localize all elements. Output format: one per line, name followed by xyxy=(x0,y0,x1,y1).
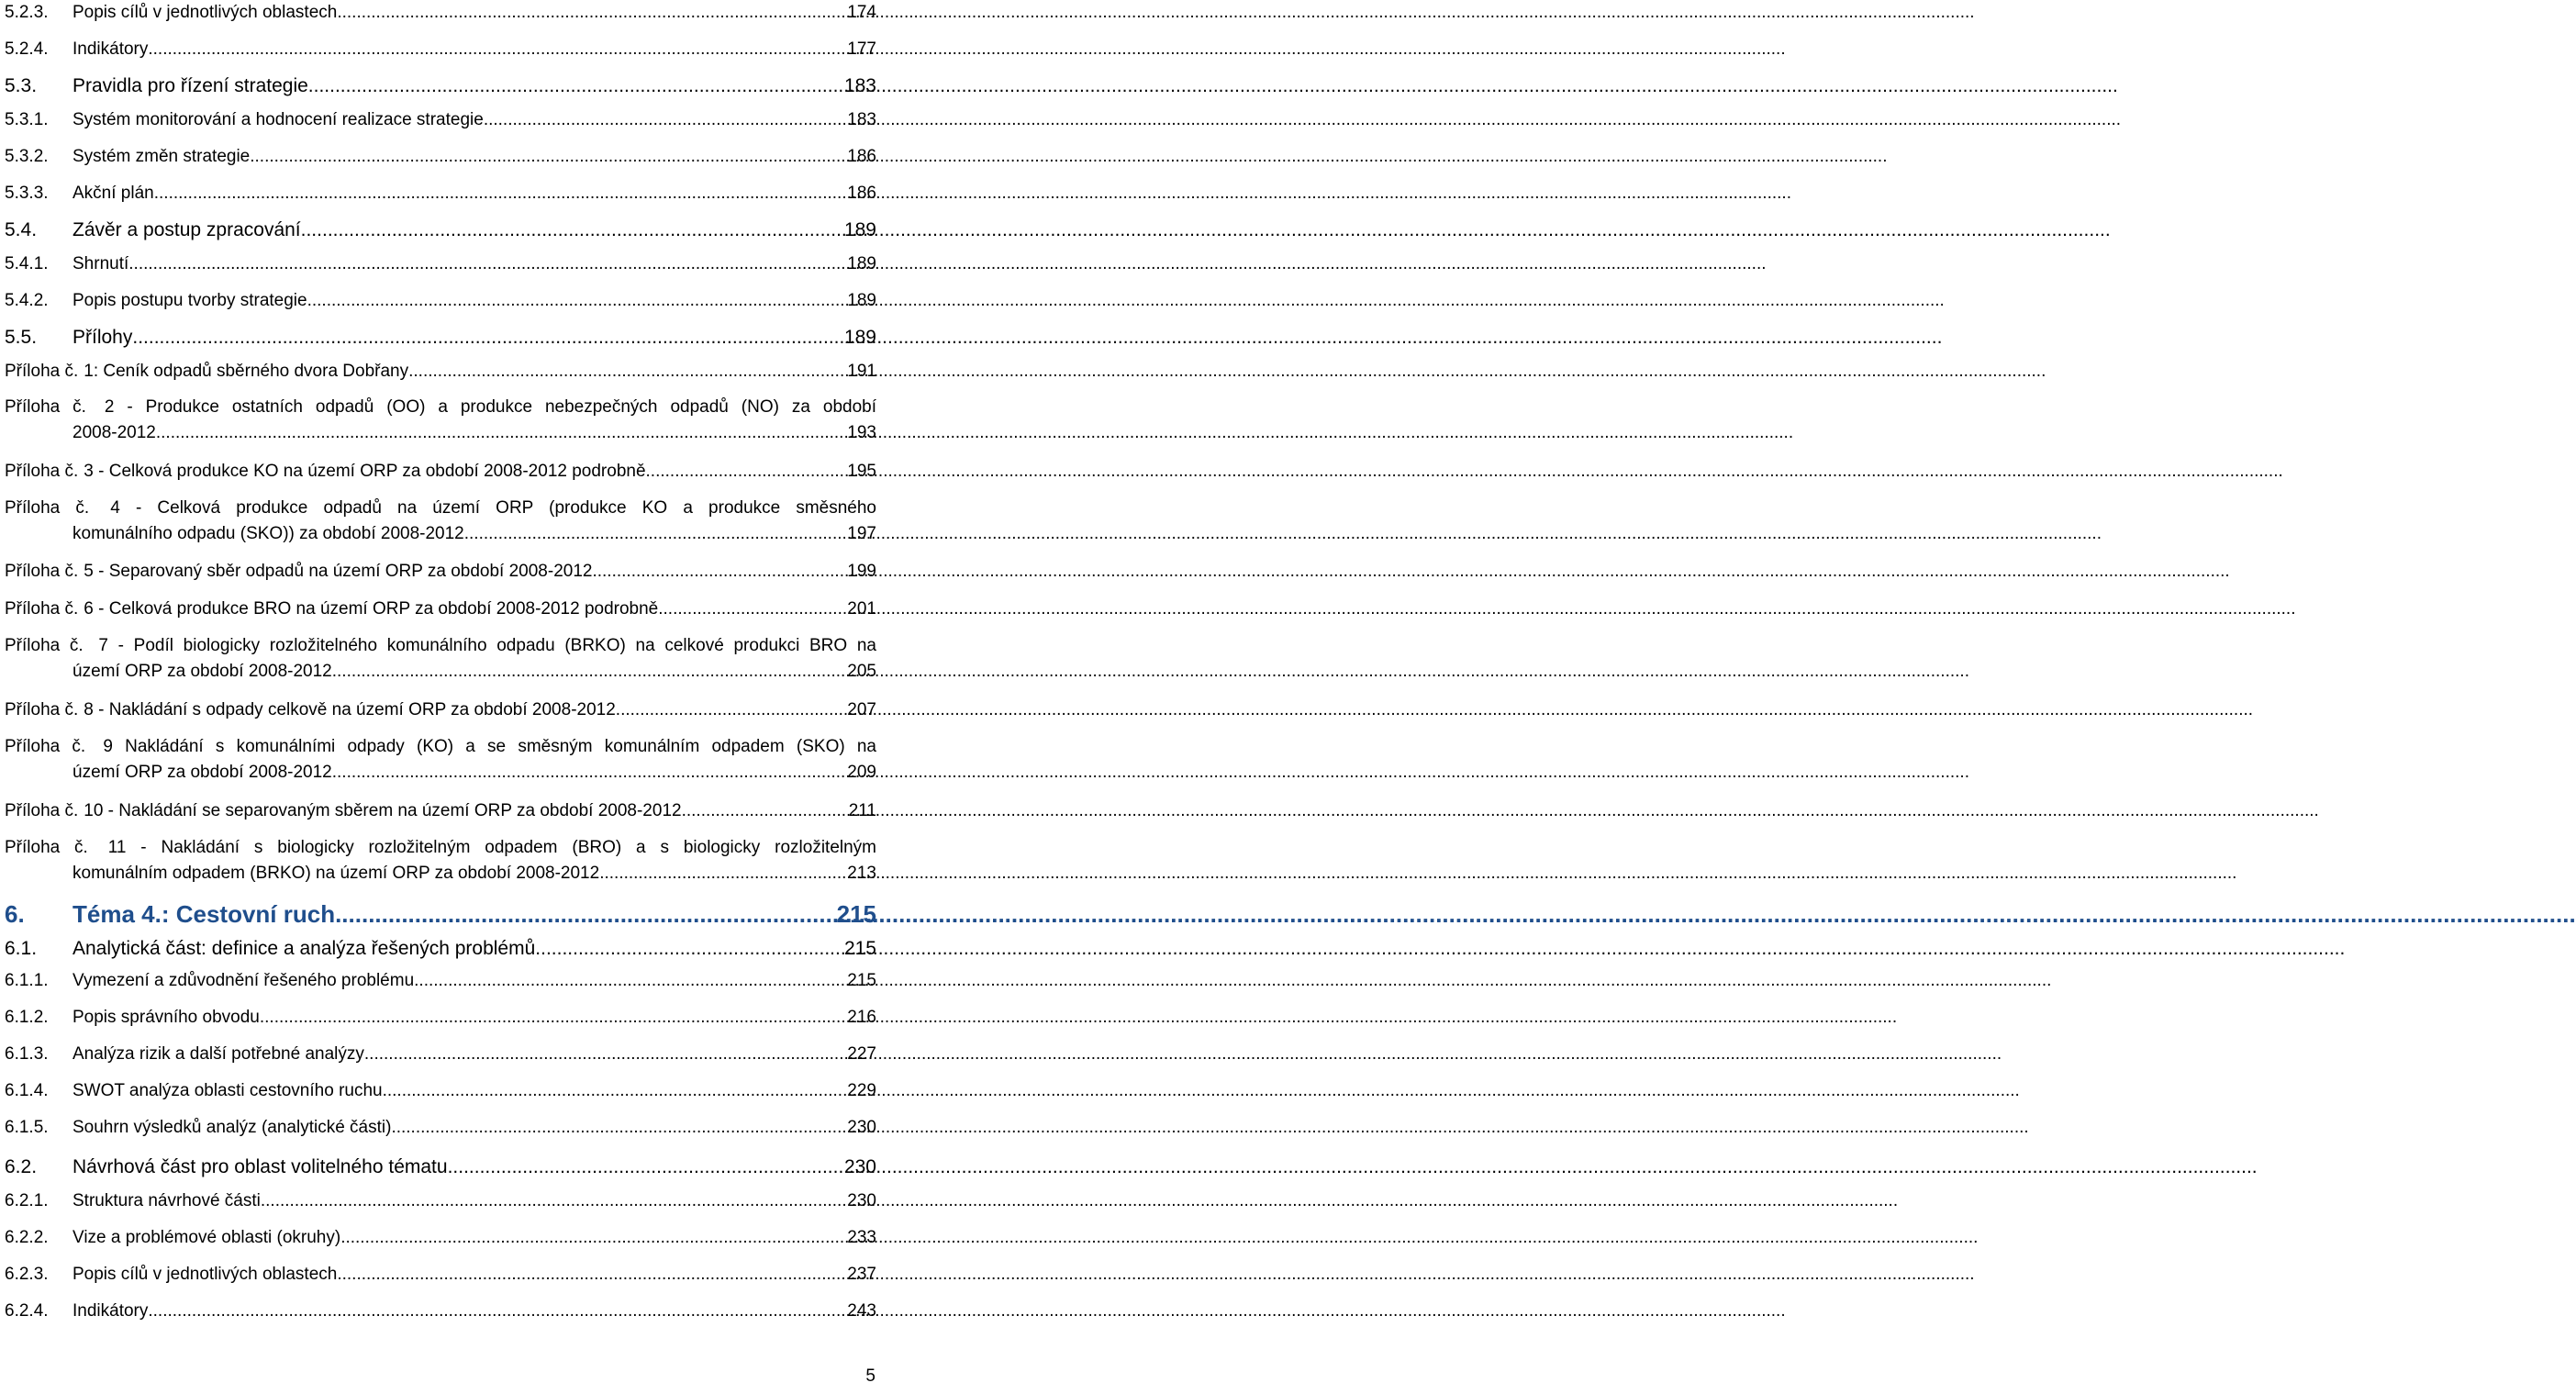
leader-dots xyxy=(250,144,846,170)
leader-dots xyxy=(414,968,846,994)
section-title: SWOT analýza oblasti cestovního ruchu xyxy=(72,1081,383,1100)
toc-appendix-body xyxy=(5,597,876,622)
toc-appendix-second-line xyxy=(5,420,876,446)
section-title: Souhrn výsledků analýz (analytické části) xyxy=(72,1118,392,1137)
leader-dots xyxy=(616,697,847,723)
toc-appendix-second-line xyxy=(5,861,876,887)
section-title: Závěr a postup zpracování xyxy=(72,219,301,240)
leader-dots xyxy=(391,1115,846,1141)
section-title: Vymezení a zdůvodnění řešeného problému xyxy=(72,971,415,990)
toc-line xyxy=(72,1005,876,1031)
page-ref: 209 xyxy=(847,763,876,782)
section-number: 5.5. xyxy=(5,327,38,348)
page-ref: 237 xyxy=(847,1265,876,1284)
appendix-title-line1: 2 - Produkce ostatních odpadů (OO) a produkce nebezpečných odpadů (NO) za období xyxy=(104,397,876,417)
toc-entry[interactable] xyxy=(5,288,876,314)
section-number: 6.1.5. xyxy=(5,1118,49,1137)
leader-dots xyxy=(335,899,836,929)
leader-dots xyxy=(148,1299,846,1324)
toc-line xyxy=(72,251,876,277)
page-ref: 211 xyxy=(848,801,876,820)
appendix-label: Příloha č. xyxy=(5,462,79,481)
leader-dots xyxy=(261,1188,846,1214)
leader-dots xyxy=(332,659,847,685)
toc-appendix-entry[interactable] xyxy=(5,359,876,385)
leader-dots xyxy=(383,1078,847,1104)
section-title: Popis správního obvodu xyxy=(72,1008,260,1027)
appendix-title-line2: území ORP za období 2008-2012 xyxy=(72,662,332,681)
leader-dots xyxy=(484,107,846,133)
leader-dots xyxy=(332,760,847,786)
toc-entry[interactable] xyxy=(5,1188,876,1214)
toc-appendix-entry[interactable] xyxy=(5,496,876,547)
section-number: 6.1.2. xyxy=(5,1008,49,1027)
section-number: 5.3. xyxy=(5,75,38,96)
page-ref: 195 xyxy=(847,462,876,481)
toc-line xyxy=(72,1042,876,1067)
leader-dots xyxy=(132,325,843,351)
toc-line xyxy=(72,288,876,314)
page-ref: 199 xyxy=(847,562,876,581)
toc-entry[interactable] xyxy=(5,1225,876,1251)
toc-line xyxy=(72,1188,876,1214)
toc-appendix-body xyxy=(5,835,876,887)
page-ref: 189 xyxy=(843,219,876,240)
appendix-title-text: 10 - Nakládání se separovaným sběrem na území ORP za období 2008-2012 xyxy=(84,801,682,820)
appendix-title-line1: 9 Nakládání s komunálními odpady (KO) a se směsným komunálním odpadem (SKO) na xyxy=(103,737,877,756)
toc-entry[interactable] xyxy=(5,37,876,62)
toc-appendix-line xyxy=(5,559,876,585)
toc-entry[interactable] xyxy=(5,1115,876,1141)
toc-line xyxy=(72,0,876,26)
section-title: Indikátory xyxy=(72,39,149,59)
section-number: 6.2.4. xyxy=(5,1301,49,1321)
page-ref: 183 xyxy=(843,75,876,96)
appendix-title-text: 1: Ceník odpadů sběrného dvora Dobřany xyxy=(84,362,409,381)
leader-dots xyxy=(340,1225,846,1251)
section-title: Analýza rizik a další potřebné analýzy xyxy=(72,1044,364,1064)
appendix-label: Příloha č. xyxy=(5,562,79,581)
appendix-title-line1: 7 - Podíl biologicky rozložitelného komunálního odpadu (BRKO) na celkové produkci BRO na xyxy=(98,636,877,655)
appendix-title-line1: 4 - Celková produkce odpadů na území ORP (produkce KO a produkce směsného xyxy=(110,498,877,518)
toc-appendix-line xyxy=(5,459,876,485)
appendix-title-line2: území ORP za období 2008-2012 xyxy=(72,763,332,782)
toc-line xyxy=(72,181,876,206)
toc-entry[interactable] xyxy=(5,73,876,99)
toc-line xyxy=(72,217,876,243)
toc-line xyxy=(72,968,876,994)
page-ref: 189 xyxy=(847,291,876,310)
section-number: 6.1.1. xyxy=(5,971,49,990)
section-number: 6. xyxy=(5,900,25,928)
toc-appendix-body xyxy=(5,459,876,485)
toc-line xyxy=(72,37,876,62)
leader-dots xyxy=(464,521,847,547)
leader-dots xyxy=(682,798,848,824)
page-ref: 213 xyxy=(847,864,876,883)
section-title: Návrhová část pro oblast volitelného tématu xyxy=(72,1156,448,1177)
section-number: 5.4.2. xyxy=(5,291,49,310)
page-ref: 177 xyxy=(847,39,876,59)
leader-dots xyxy=(128,251,846,277)
appendix-title-line2: komunálního odpadu (SKO)) za období 2008-2012 xyxy=(72,524,464,543)
page-ref: 207 xyxy=(847,700,876,719)
section-title: Systém změn strategie xyxy=(72,147,251,166)
appendix-label: Příloha č. xyxy=(5,636,84,655)
appendix-label: Příloha č. xyxy=(5,838,88,857)
leader-dots xyxy=(364,1042,846,1067)
leader-dots xyxy=(535,936,843,962)
toc-entry[interactable] xyxy=(5,1005,876,1031)
toc-line xyxy=(72,1115,876,1141)
section-title: Struktura návrhové části xyxy=(72,1191,261,1210)
page-number: 5 xyxy=(865,1366,875,1386)
section-title: Indikátory xyxy=(72,1301,149,1321)
toc-line xyxy=(72,325,876,351)
page-ref: 186 xyxy=(847,184,876,203)
toc-entry[interactable] xyxy=(5,899,876,929)
toc-entry[interactable] xyxy=(5,936,876,962)
toc-entry[interactable] xyxy=(5,1042,876,1067)
section-number: 5.4.1. xyxy=(5,254,49,273)
appendix-label: Příloha č. xyxy=(5,362,79,381)
page-ref: 191 xyxy=(847,362,876,381)
section-title: Popis cílů v jednotlivých oblastech xyxy=(72,3,338,22)
appendix-label: Příloha č. xyxy=(5,737,86,756)
section-number: 5.2.3. xyxy=(5,3,49,22)
toc-appendix-entry[interactable] xyxy=(5,697,876,723)
leader-dots xyxy=(448,1154,843,1180)
leader-dots xyxy=(154,181,847,206)
toc-appendix-entry[interactable] xyxy=(5,734,876,786)
leader-dots xyxy=(408,359,846,385)
appendix-title xyxy=(5,359,408,385)
toc-appendix-body xyxy=(5,359,876,385)
toc-entry[interactable] xyxy=(5,181,876,206)
toc-appendix-second-line xyxy=(5,521,876,547)
page-ref: 186 xyxy=(847,147,876,166)
section-number: 6.1.4. xyxy=(5,1081,49,1100)
toc-appendix-first-line xyxy=(5,395,876,420)
appendix-title-text: 8 - Nakládání s odpady celkově na území ORP za období 2008-2012 xyxy=(84,700,616,719)
toc-appendix-line xyxy=(5,697,876,723)
section-title: Přílohy xyxy=(72,327,133,348)
appendix-label: Příloha č. xyxy=(5,801,79,820)
toc-appendix-second-line xyxy=(5,659,876,685)
page-ref: 183 xyxy=(847,110,876,129)
toc-appendix-entry[interactable] xyxy=(5,459,876,485)
toc-appendix-body xyxy=(5,734,876,786)
page-ref: 215 xyxy=(843,938,876,959)
toc-appendix-body xyxy=(5,559,876,585)
page-ref: 201 xyxy=(847,599,876,619)
section-title: Pravidla pro řízení strategie xyxy=(72,75,308,96)
toc-appendix-body xyxy=(5,798,876,824)
page-ref: 229 xyxy=(847,1081,876,1100)
toc-entry[interactable] xyxy=(5,1078,876,1104)
toc-entry[interactable] xyxy=(5,107,876,133)
toc-entry[interactable] xyxy=(5,968,876,994)
toc-appendix-line xyxy=(5,597,876,622)
toc-line xyxy=(72,1299,876,1324)
appendix-title-line2: komunálním odpadem (BRKO) na území ORP za období 2008-2012 xyxy=(72,864,600,883)
page-ref: 243 xyxy=(847,1301,876,1321)
toc-line xyxy=(72,899,876,929)
appendix-title xyxy=(5,798,682,824)
leader-dots xyxy=(156,420,846,446)
section-title: Popis postupu tvorby strategie xyxy=(72,291,307,310)
section-number: 6.1.3. xyxy=(5,1044,49,1064)
section-number: 6.2. xyxy=(5,1156,38,1177)
toc-appendix-body xyxy=(5,496,876,547)
leader-dots xyxy=(260,1005,846,1031)
toc-line xyxy=(72,936,876,962)
toc-entry[interactable] xyxy=(5,217,876,243)
page-ref: 216 xyxy=(847,1008,876,1027)
toc-appendix-first-line xyxy=(5,835,876,861)
toc-appendix-line xyxy=(5,798,876,824)
toc-line xyxy=(72,1225,876,1251)
toc-appendix-entry[interactable] xyxy=(5,559,876,585)
toc-line xyxy=(72,107,876,133)
appendix-title-text: 6 - Celková produkce BRO na území ORP za období 2008-2012 podrobně xyxy=(84,599,659,619)
page-ref: 174 xyxy=(847,3,876,22)
toc-entry[interactable] xyxy=(5,1299,876,1324)
page-ref: 215 xyxy=(836,900,876,928)
leader-dots xyxy=(337,0,846,26)
toc-appendix-line xyxy=(5,359,876,385)
page-ref: 230 xyxy=(847,1118,876,1137)
section-title: Akční plán xyxy=(72,184,154,203)
appendix-label: Příloha č. xyxy=(5,599,79,619)
toc-appendix-body xyxy=(5,395,876,446)
page-ref: 189 xyxy=(847,254,876,273)
section-number: 6.2.3. xyxy=(5,1265,49,1284)
section-number: 5.4. xyxy=(5,219,38,240)
leader-dots xyxy=(301,217,843,243)
section-title: Systém monitorování a hodnocení realizace strategie xyxy=(72,110,484,129)
appendix-title xyxy=(5,559,592,585)
section-title: Vize a problémové oblasti (okruhy) xyxy=(72,1228,341,1247)
appendix-title-text: 3 - Celková produkce KO na území ORP za období 2008-2012 podrobně xyxy=(84,462,646,481)
page-ref: 227 xyxy=(847,1044,876,1064)
section-title: Popis cílů v jednotlivých oblastech xyxy=(72,1265,338,1284)
section-number: 5.3.1. xyxy=(5,110,49,129)
appendix-title-line2: 2008-2012 xyxy=(72,423,156,442)
page-ref: 205 xyxy=(847,662,876,681)
appendix-label: Příloha č. xyxy=(5,700,79,719)
appendix-title-line1: 11 - Nakládání s biologicky rozložitelným odpadem (BRO) a s biologicky rozložitelným xyxy=(107,838,877,857)
leader-dots xyxy=(148,37,846,62)
page-ref: 230 xyxy=(843,1156,876,1177)
page-ref: 230 xyxy=(847,1191,876,1210)
toc-appendix-body xyxy=(5,633,876,685)
toc-entry[interactable] xyxy=(5,144,876,170)
page-ref: 193 xyxy=(847,423,876,442)
appendix-label: Příloha č. xyxy=(5,498,90,518)
section-number: 6.2.2. xyxy=(5,1228,49,1247)
leader-dots xyxy=(592,559,846,585)
appendix-title xyxy=(5,697,616,723)
leader-dots xyxy=(337,1262,846,1288)
toc-entry[interactable] xyxy=(5,251,876,277)
page-ref: 197 xyxy=(847,524,876,543)
appendix-title xyxy=(5,459,646,485)
toc-appendix-entry[interactable] xyxy=(5,633,876,685)
toc-appendix-first-line xyxy=(5,496,876,521)
toc-entry[interactable] xyxy=(5,325,876,351)
toc-appendix-body xyxy=(5,697,876,723)
section-number: 5.3.2. xyxy=(5,147,49,166)
section-title: Téma 4.: Cestovní ruch xyxy=(72,900,336,928)
page-ref: 189 xyxy=(843,327,876,348)
section-number: 6.2.1. xyxy=(5,1191,49,1210)
section-title: Shrnutí xyxy=(72,254,129,273)
section-title: Analytická část: definice a analýza řešených problémů xyxy=(72,938,536,959)
toc-entry[interactable] xyxy=(5,1154,876,1180)
toc-line xyxy=(72,1154,876,1180)
toc-line xyxy=(72,144,876,170)
toc-appendix-entry[interactable] xyxy=(5,835,876,887)
toc-appendix-entry[interactable] xyxy=(5,597,876,622)
toc-line xyxy=(72,1078,876,1104)
page-ref: 233 xyxy=(847,1228,876,1247)
leader-dots xyxy=(307,288,847,314)
toc-appendix-entry[interactable] xyxy=(5,798,876,824)
page-ref: 215 xyxy=(847,971,876,990)
appendix-label: Příloha č. xyxy=(5,397,86,417)
section-number: 5.2.4. xyxy=(5,39,49,59)
toc-line xyxy=(72,1262,876,1288)
toc-entry[interactable] xyxy=(5,0,876,26)
toc-appendix-second-line xyxy=(5,760,876,786)
appendix-title-text: 5 - Separovaný sběr odpadů na území ORP za období 2008-2012 xyxy=(84,562,593,581)
section-number: 6.1. xyxy=(5,938,38,959)
appendix-title xyxy=(5,597,658,622)
toc-entry[interactable] xyxy=(5,1262,876,1288)
toc-appendix-first-line xyxy=(5,633,876,659)
leader-dots xyxy=(646,459,847,485)
leader-dots xyxy=(658,597,846,622)
toc-appendix-first-line xyxy=(5,734,876,760)
document-page xyxy=(0,0,881,1394)
leader-dots xyxy=(599,861,846,887)
toc-line xyxy=(72,73,876,99)
section-number: 5.3.3. xyxy=(5,184,49,203)
leader-dots xyxy=(308,73,843,99)
toc-appendix-entry[interactable] xyxy=(5,395,876,446)
